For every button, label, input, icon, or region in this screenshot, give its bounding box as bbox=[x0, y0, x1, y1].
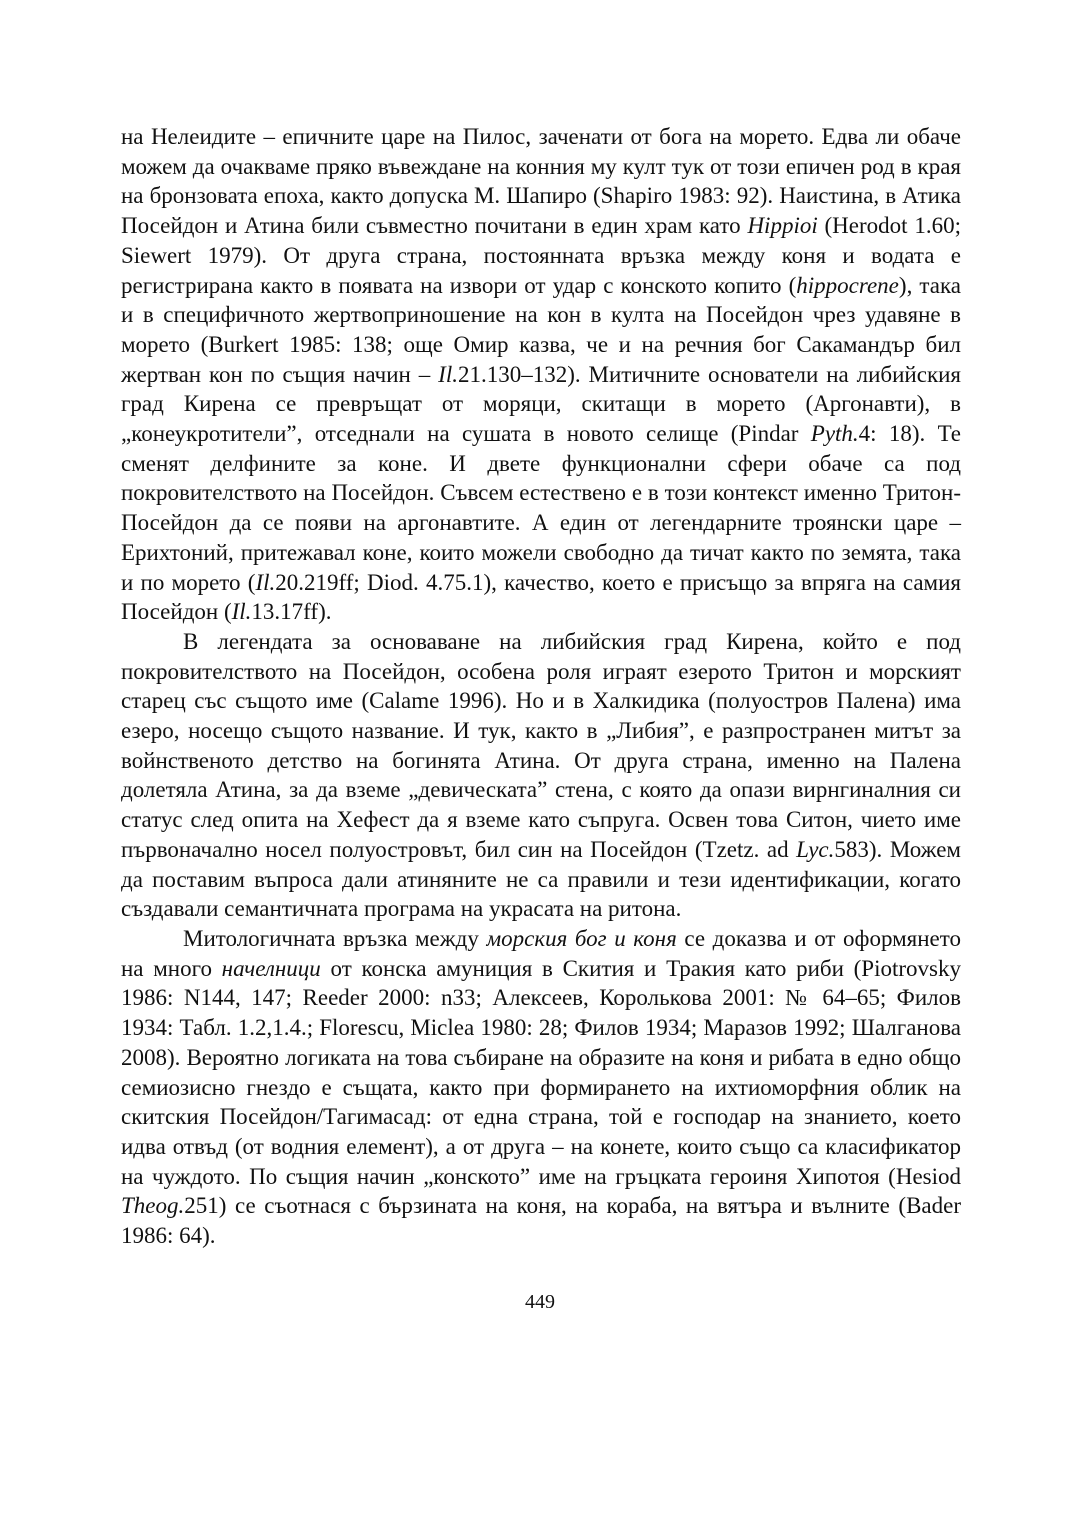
italic-term: Theog. bbox=[121, 1193, 185, 1219]
text-run: 251) се съотнася с бързината на коня, на кораба, на вятъра и вълните (Bader 1986: 64). bbox=[121, 1193, 961, 1249]
paragraph-3 bbox=[121, 924, 961, 1251]
paragraph-2 bbox=[121, 627, 961, 924]
text-run: се доказва и от оформянето на много bbox=[121, 925, 962, 981]
italic-term: Il. bbox=[231, 599, 252, 625]
text-run: от конска амуниция в Скития и Тракия като риби (Piotrovsky 1986: N144, 147; Reeder 2000: n33; Алексеев, Королькова 2001: № 64–65; Филов 1934: Табл. 1.2,1.4.; Florescu, Miclea 1980: 28; Филов 1934; Маразов 1992; Шалганова 2008). Вероятно логиката на това събиране на образите на коня и рибата в едно общо семиозисно гнездо е същата, както при формирането на ихтиоморфния облик на скитския Посейдон/Тагимасад: от една страна, той е господар на знанието, което идва отвъд (от водния елемент), а от друга – на конете, които също са класификатор на чуждото. По същия начин „конското” име на гръцката героиня Хипотоя (Hesiod bbox=[121, 955, 961, 1189]
italic-term: Il. bbox=[438, 361, 458, 387]
italic-term: начелници bbox=[221, 955, 321, 981]
page-body bbox=[121, 122, 961, 1251]
text-run: ), така и в специфичното жертвоприношение на кон в култа на Посейдон чрез удавяне в морето (Burkert 1985: 138; още Омир казва, че и на речния бог Сакамандър бил жертван кон по същия начин – bbox=[121, 272, 962, 387]
italic-term: Lyc. bbox=[796, 836, 835, 862]
text-run: 13.17ff). bbox=[251, 599, 332, 625]
text-run: Митологичната връзка между bbox=[183, 925, 487, 951]
text-run: 583). Можем да поставим въпроса дали атиняните не са правили и тези идентификации, когато създавали семантичната програма на украсата на ритона. bbox=[121, 836, 961, 922]
page-number: 449 bbox=[525, 1291, 555, 1313]
italic-term: Pyth. bbox=[810, 421, 859, 447]
text-run: 21.130–132). Митичните основатели на либийския град Кирена се превръщат от моряци, скитащи в морето (Аргонавти), в „конеукротители”, отседнали на сушата в новото селище (Pindar bbox=[121, 361, 962, 447]
text-run: на Нелеидите – епичните царе на Пилос, заченати от бога на морето. Едва ли обаче можем да очакваме пряко въвеждане на конния му култ тук от този епичен род в края на бронзовата епоха, както допуска М. Шапиро (Shapiro 1983: 92). Наистина, в Атика Посейдон и Атина били съвместно почитани в един храм като bbox=[121, 124, 961, 239]
text-run: 4: 18). Те сменят делфините за коне. И двете функционални сфери обаче са под покровителството на Посейдон. Съвсем естествено е в този контекст именно Тритон-Посейдон да се появи на аргонавтите. А един от легендарните троянски царе – Ерихтоний, притежавал коне, които можели свободно да тичат както по земята, така и по морето ( bbox=[121, 421, 961, 595]
italic-term: Hippioi bbox=[747, 213, 818, 239]
text-run: (Herodot 1.60; Siewert 1979). От друга страна, постоянната връзка между коня и водата е регистрирана както в появата на извори от удар с конското копито ( bbox=[121, 213, 961, 298]
text-run: В легендата за основаване на либийския град Кирена, който е под покровителството на Посейдон, особена роля играят езерото Тритон и морският старец със същото име (Calame 1996). Но и в Халкидика (полуостров Палена) има езеро, носещо същото название. И тук, както в „Либия”, е разпространен митът за войнственото детство на богинята Атина. От друга страна, именно на Палена долетяла Атина, за да вземе „девическата” стена, с която да опази вирнгиналния си статус след опита на Хефест да я вземе като съпруга. Освен това Ситон, чието име първоначално носел полуостровът, бил син на Посейдон (Tzetz. ad bbox=[121, 628, 961, 862]
italic-term: Il. bbox=[255, 569, 276, 595]
italic-term: морския бог и коня bbox=[486, 925, 677, 951]
italic-term: hippocrene bbox=[796, 272, 899, 298]
paragraph-1 bbox=[121, 122, 961, 627]
text-run: 20.219ff; Diod. 4.75.1), качество, което е присъщо за впряга на самия Посейдон ( bbox=[121, 569, 961, 625]
